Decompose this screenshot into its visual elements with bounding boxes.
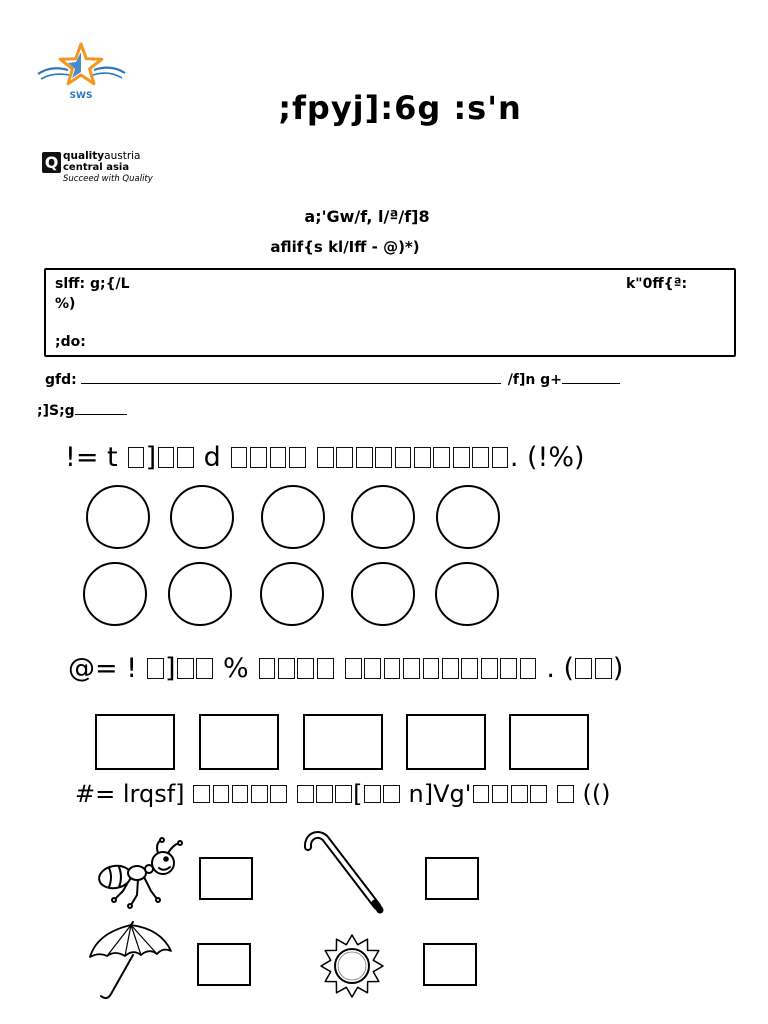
glyph-box bbox=[232, 785, 249, 803]
glyph-box bbox=[251, 785, 268, 803]
quality-austria-tagline: Succeed with Quality bbox=[63, 174, 153, 184]
glyph-box bbox=[442, 658, 459, 679]
quality-austria-mark: Q bbox=[42, 152, 61, 173]
ant-icon bbox=[95, 835, 185, 910]
glyph-box bbox=[375, 447, 392, 468]
glyph-box bbox=[335, 785, 352, 803]
answer-box bbox=[199, 714, 279, 770]
school-location: a;'Gw/f, l/ª/f]8 bbox=[304, 207, 430, 226]
class-label: slff: bbox=[55, 276, 86, 292]
glyph-box bbox=[530, 785, 547, 803]
glyph-box bbox=[270, 785, 287, 803]
glyph-box bbox=[575, 658, 592, 679]
glyph-box bbox=[289, 447, 306, 468]
glyph-box bbox=[316, 785, 333, 803]
glyph-box bbox=[317, 658, 334, 679]
glyph-box bbox=[395, 447, 412, 468]
glyph-box bbox=[356, 447, 373, 468]
sws-logo-text: SWS bbox=[69, 91, 93, 101]
glyph-box bbox=[278, 658, 295, 679]
umbrella-icon bbox=[87, 921, 173, 1003]
glyph-box bbox=[364, 785, 381, 803]
time-label: ;do: bbox=[55, 334, 86, 350]
walking-stick-icon bbox=[303, 828, 385, 914]
answer-circle bbox=[261, 485, 325, 549]
question-1-heading: != t ] d . (!%) bbox=[65, 442, 585, 473]
roll-label: /f]n g+ bbox=[507, 372, 562, 388]
glyph-box bbox=[364, 658, 381, 679]
glyph-box bbox=[481, 658, 498, 679]
answer-circle bbox=[351, 562, 415, 626]
glyph-box bbox=[403, 658, 420, 679]
answer-circle bbox=[436, 485, 500, 549]
answer-box bbox=[303, 714, 383, 770]
picture-answer-box bbox=[199, 857, 253, 900]
glyph-box bbox=[472, 447, 489, 468]
glyph-box bbox=[158, 447, 175, 468]
exam-info-box bbox=[44, 268, 736, 357]
sun-icon bbox=[318, 932, 386, 1000]
glyph-box bbox=[297, 658, 314, 679]
glyph-box bbox=[384, 658, 401, 679]
glyph-box bbox=[336, 447, 353, 468]
sws-school-logo bbox=[35, 40, 127, 102]
answer-circle bbox=[435, 562, 499, 626]
answer-circle bbox=[351, 485, 415, 549]
quality-austria-logo bbox=[42, 150, 154, 188]
question-2-heading: @= ! ] % . ( ) bbox=[68, 653, 624, 684]
glyph-box bbox=[453, 447, 470, 468]
answer-box bbox=[509, 714, 589, 770]
full-marks-label: k"0ff{ª: bbox=[626, 276, 688, 292]
picture-answer-box bbox=[197, 943, 251, 986]
glyph-box bbox=[177, 658, 194, 679]
glyph-box bbox=[317, 447, 334, 468]
glyph-box bbox=[473, 785, 490, 803]
answer-circle bbox=[83, 562, 147, 626]
section-label: ;]S;g bbox=[37, 403, 75, 419]
glyph-box bbox=[231, 447, 248, 468]
section-blank bbox=[75, 400, 127, 415]
question-3-heading: #= lrqsf] [ n]Vg' (() bbox=[75, 780, 611, 808]
quality-austria-region: central asia bbox=[63, 162, 130, 173]
glyph-box bbox=[433, 447, 450, 468]
picture-answer-box bbox=[425, 857, 479, 900]
glyph-box bbox=[213, 785, 230, 803]
school-name: ;fpyj]:6g :s'n bbox=[278, 89, 522, 127]
glyph-box bbox=[297, 785, 314, 803]
answer-circle bbox=[260, 562, 324, 626]
glyph-box bbox=[270, 447, 287, 468]
glyph-box bbox=[595, 658, 612, 679]
glyph-box bbox=[492, 785, 509, 803]
roll-blank bbox=[562, 369, 620, 384]
glyph-box bbox=[511, 785, 528, 803]
glyph-box bbox=[345, 658, 362, 679]
quality-austria-brand: qualityaustria bbox=[63, 150, 141, 162]
glyph-box bbox=[423, 658, 440, 679]
exam-title: aflif{s kl/Iff - @)*) bbox=[270, 238, 420, 256]
answer-circle bbox=[170, 485, 234, 549]
glyph-box bbox=[492, 447, 509, 468]
glyph-box bbox=[196, 658, 213, 679]
glyph-box bbox=[461, 658, 478, 679]
full-marks-value: %) bbox=[55, 296, 76, 312]
glyph-box bbox=[414, 447, 431, 468]
answer-box bbox=[406, 714, 486, 770]
glyph-box bbox=[128, 447, 145, 468]
answer-circle bbox=[86, 485, 150, 549]
glyph-box bbox=[500, 658, 517, 679]
glyph-box bbox=[259, 658, 276, 679]
glyph-box bbox=[177, 447, 194, 468]
glyph-box bbox=[383, 785, 400, 803]
glyph-box bbox=[147, 658, 164, 679]
answer-box bbox=[95, 714, 175, 770]
class-value: g;{/L bbox=[89, 276, 130, 292]
class-field bbox=[55, 275, 130, 293]
picture-answer-box bbox=[423, 943, 477, 986]
glyph-box bbox=[520, 658, 537, 679]
glyph-box bbox=[193, 785, 210, 803]
glyph-box bbox=[250, 447, 267, 468]
answer-circle bbox=[168, 562, 232, 626]
glyph-box bbox=[557, 785, 574, 803]
name-blank bbox=[81, 369, 501, 384]
section-line bbox=[37, 400, 127, 421]
name-roll-line bbox=[45, 369, 620, 390]
name-label: gfd: bbox=[45, 372, 77, 388]
